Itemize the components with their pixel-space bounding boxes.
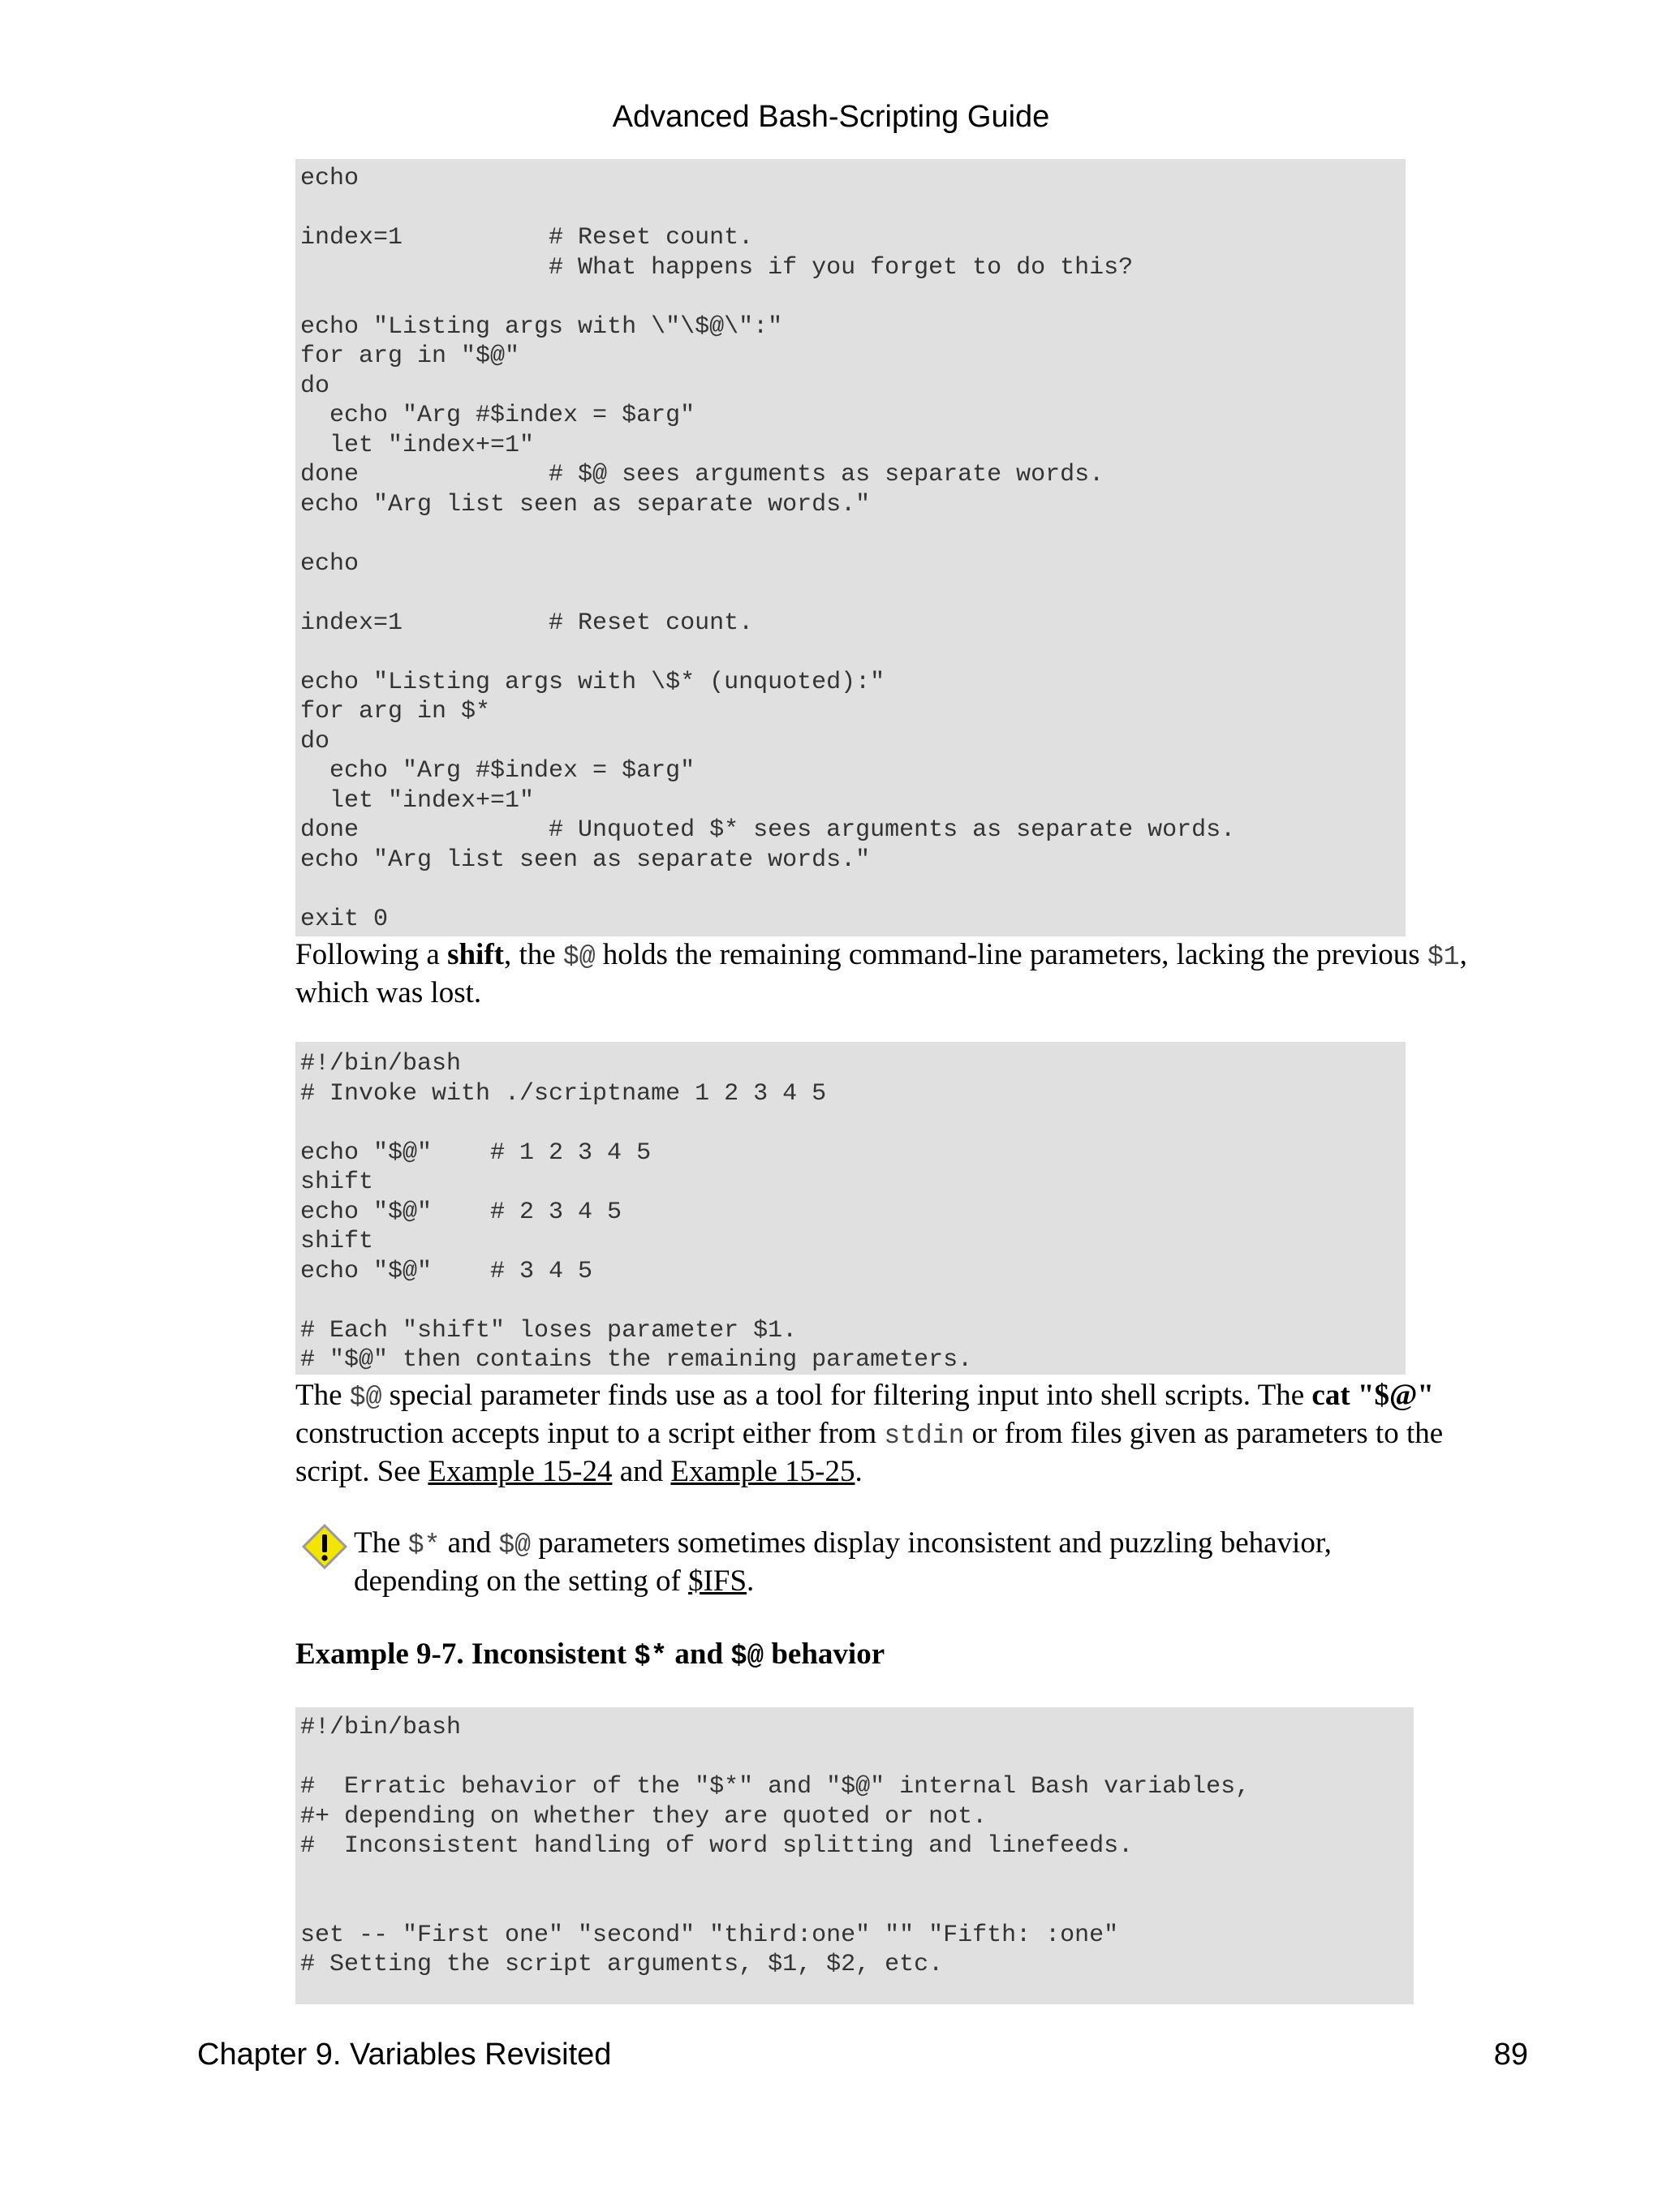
paragraph-filter: The $@ special parameter finds use as a tool for filtering input into shell scripts. The cat "$@" construction accepts input to a script either from stdin or from files given as parameters to the script. See Example 15-24 and Example 15-25. — [295, 1379, 1444, 1488]
link-ifs[interactable]: $IFS — [688, 1564, 747, 1598]
footer-page-number: 89 — [1493, 2038, 1528, 2072]
link-example-15-24[interactable]: Example 15-24 — [428, 1455, 613, 1488]
paragraph-shift: Following a shift, the $@ holds the remaining command-line parameters, lacking the previous $1, which was lost. — [295, 938, 1467, 1009]
code-block-args-loop: echo index=1 # Reset count. # What happens if you forget to do this? echo "Listing args with \"\$@\":" for arg in "$@" do echo "Arg #$index = $arg" let "index+=1" done # $@ sees arguments as separate words. echo "Arg list seen as separate words." echo index=1 # Reset count. echo "Listing args with \$* (unquoted):" for arg in $* do echo "Arg #$index = $arg" let "index+=1" done # Unquoted $* sees arguments as separate words. echo "Arg list seen as separate words." exit 0 — [295, 159, 1406, 936]
footer-chapter: Chapter 9. Variables Revisited — [197, 2038, 612, 2072]
example-title: Example 9-7. Inconsistent $* and $@ behavior — [295, 1637, 885, 1672]
code-block-shift-example: #!/bin/bash # Invoke with ./scriptname 1 2 3 4 5 echo "$@" # 1 2 3 4 5 shift echo "$@" # 2 3 4 5 shift echo "$@" # 3 4 5 # Each "shift" loses parameter $1. # "$@" then contains the remaining parameters. — [295, 1042, 1406, 1375]
code-block-inconsistent-behavior: #!/bin/bash # Erratic behavior of the "$*" and "$@" internal Bash variables, #+ depending on whether they are quoted or not. # Inconsistent handling of word splitting and linefeeds. set -- "First one" "second" "third:one" "" "Fifth: :one" # Setting the script arguments, $1, $2, etc. — [295, 1707, 1414, 2004]
caution-icon — [302, 1524, 347, 1569]
caution-note: The $* and $@ parameters sometimes display inconsistent and puzzling behavior, depending on the setting of $IFS. — [354, 1526, 1332, 1598]
link-example-15-25[interactable]: Example 15-25 — [670, 1455, 855, 1488]
running-header: Advanced Bash-Scripting Guide — [612, 100, 1050, 134]
